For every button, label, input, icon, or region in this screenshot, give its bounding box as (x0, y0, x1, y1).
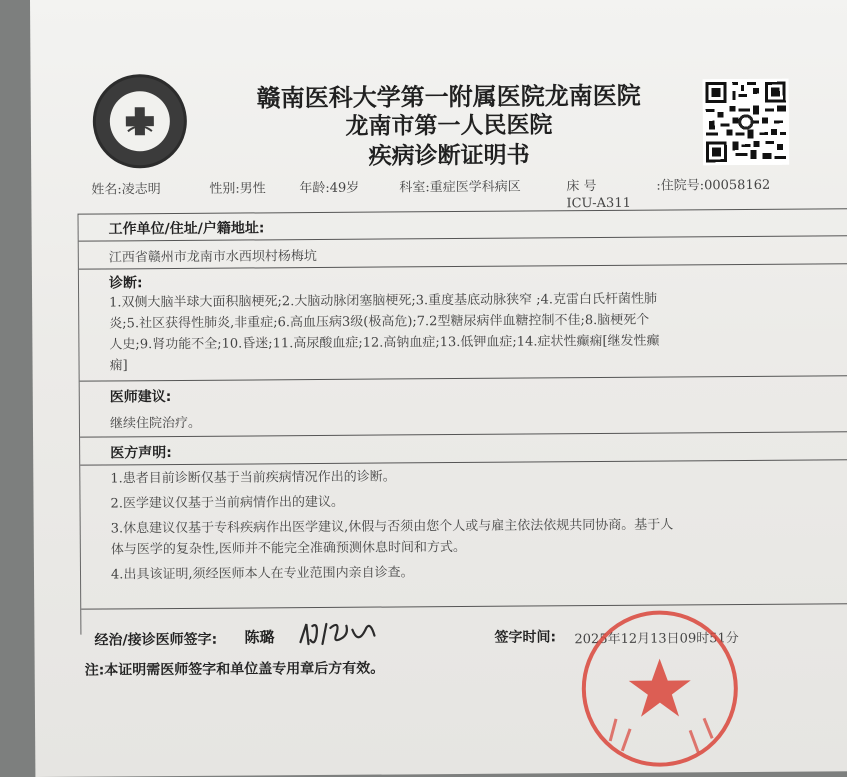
certificate-paper (30, 0, 847, 777)
workplace-value: 江西省赣州市龙南市水西坝村杨梅坑 (108, 249, 317, 266)
diagnosis-list (109, 287, 847, 376)
advice-value: 继续住院治疗。 (109, 415, 202, 432)
declaration-line: 体与医学的复杂性,医师并不能完全准确预测休息时间和方式。 (110, 539, 467, 558)
hospital-emblem (93, 74, 188, 169)
bed-label: 床 号 (566, 179, 597, 195)
doctor-name: 陈璐 (244, 628, 275, 647)
bed-number: ICU-A311 (566, 195, 631, 212)
diagnosis-line: 炎;5.社区获得性肺炎,非重症;6.高血压病3级(极高危);7.2型糖尿病伴血糖控制不佳;8.脑梗死个 (109, 312, 650, 332)
declaration-list (110, 463, 847, 585)
certificate-table (77, 208, 847, 634)
diagnosis-label: 诊断: (108, 275, 143, 292)
declaration-label: 医方声明: (110, 445, 172, 462)
patient-name: 姓名:凌志明 (91, 182, 161, 198)
patient-department: 科室:重症医学科病区 (399, 179, 521, 196)
advice-label: 医师建议: (109, 389, 172, 406)
hospital-alias: 龙南市第一人民医院 (345, 112, 553, 140)
declaration-line: 4.出具该证明,须经医师本人在专业范围内亲自诊查。 (110, 565, 414, 583)
document-title: 疾病诊断证明书 (368, 142, 530, 170)
diagnosis-line: 痫] (109, 358, 128, 374)
declaration-line: 3.休息建议仅基于专科疾病作出医学建议,休假与否须由您个人或与雇主依法依规共同协商。基于人 (110, 517, 674, 537)
diagnosis-line: 人史;9.肾功能不全;10.昏迷;11.高尿酸血症;12.高钠血症;13.低钾血症;14.症状性癫痫[继发性癫 (109, 333, 660, 353)
footer-note: 注:本证明需医师签字和单位盖专用章后方有效。 (84, 660, 385, 679)
sign-time-value: 2025年12月13日09时51分 (574, 631, 739, 648)
signature-label: 经治/接诊医师签字: (94, 631, 218, 649)
declaration-line: 1.患者目前诊断仅基于当前疾病情况作出的诊断。 (110, 469, 396, 487)
sign-time-label: 签字时间: (494, 629, 557, 646)
handwritten-signature (296, 616, 386, 651)
diagnosis-line: 1.双侧大脑半球大面积脑梗死;2.大脑动脉闭塞脑梗死;3.重度基底动脉狭窄 ;4.克雷白氏杆菌性肺 (109, 291, 658, 311)
qr-code-icon (703, 79, 790, 166)
official-stamp-icon (569, 600, 750, 773)
patient-gender: 性别:男性 (209, 181, 266, 197)
hospital-name: 赣南医科大学第一附属医院龙南医院 (256, 81, 641, 113)
workplace-label: 工作单位/住址/户籍地址: (108, 220, 265, 238)
declaration-line: 2.医学建议仅基于当前病情作出的建议。 (110, 494, 344, 512)
admission-number: :住院号:00058162 (656, 177, 771, 194)
patient-age: 年龄:49岁 (299, 180, 360, 197)
emblem-cross-icon (120, 101, 160, 141)
